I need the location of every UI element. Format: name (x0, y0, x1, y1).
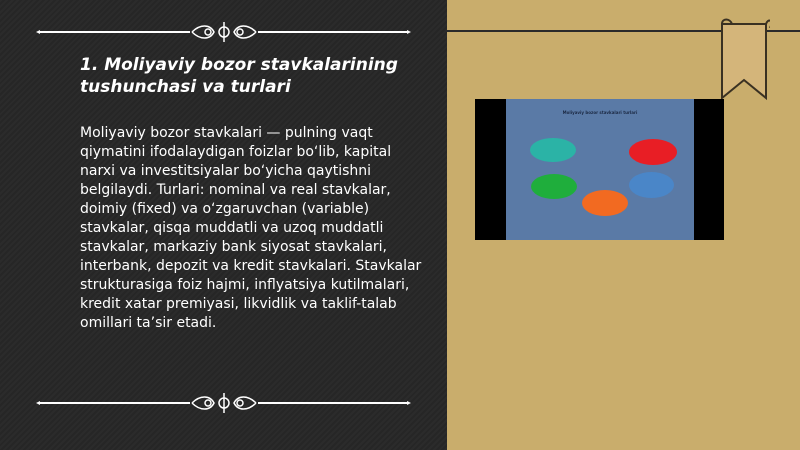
slide-body-text: Moliyaviy bozor stavkalari — pulning vaqt qiymatini ifodalaydigan foizlar bo‘lib, kapital narxi va investitsiyalar bo‘yicha qaytishni belgilaydi. Turlari: nominal va real stavkalar, doimiy (fixed) va o‘zgaruvchan (variable) stavkalar, qisqa muddatli va uzoq muddatli stavkalar, markaziy bank siyosat stavkalari, interbank, depozit va kredit stavkalari. Stavkalar strukturasiga foiz hajmi, inflyatsiya kutilmalari, kredit xatar premiyasi, likvidlik va taklif-talab omillari ta’sir etadi. (80, 125, 422, 331)
diagram-canvas (506, 99, 694, 240)
diagram-node-orange (582, 190, 628, 216)
bookmark-icon (718, 18, 770, 102)
diagram-caption: Moliyaviy bozor stavkalari turlari (562, 110, 638, 115)
diagram-node-blue (629, 172, 674, 198)
top-ornament-icon (0, 18, 447, 46)
bottom-ornament-icon (0, 389, 447, 417)
slide-title: 1. Moliyaviy bozor stavkalarining tushunchasi va turlari (80, 55, 398, 97)
diagram-node-green (531, 174, 577, 199)
diagram-node-red (629, 139, 677, 165)
diagram-node-teal (530, 138, 576, 162)
